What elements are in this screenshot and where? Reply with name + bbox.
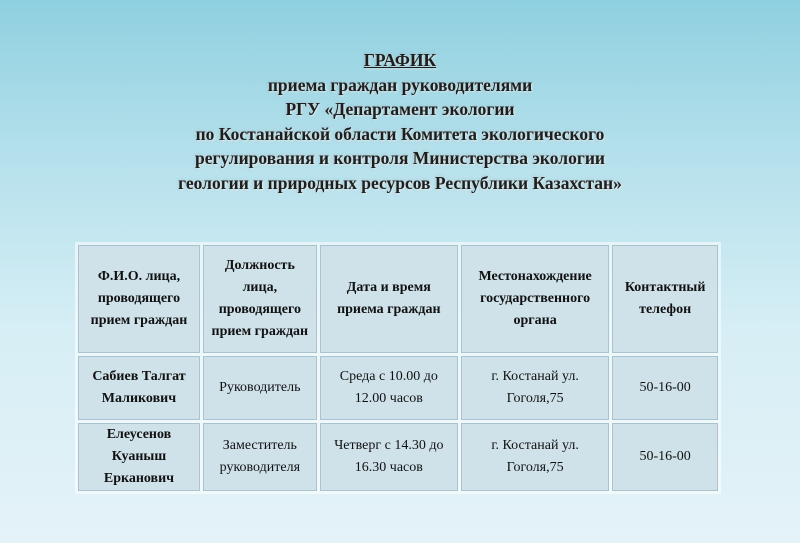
header-date-time: Дата и время приема граждан bbox=[320, 245, 458, 353]
cell-location: г. Костанай ул. Гоголя,75 bbox=[461, 356, 609, 420]
title-line-2: приема граждан руководителями bbox=[267, 74, 533, 95]
cell-position: Заместитель руководителя bbox=[203, 423, 317, 491]
cell-phone: 50-16-00 bbox=[612, 356, 718, 420]
title-heading: ГРАФИК bbox=[363, 50, 437, 70]
title-line-5: регулирования и контроля Министерства экологии bbox=[195, 148, 605, 168]
cell-schedule: Среда с 10.00 до 12.00 часов bbox=[320, 356, 458, 420]
cell-schedule: Четверг с 14.30 до 16.30 часов bbox=[320, 423, 458, 491]
header-full-name: Ф.И.О. лица, проводящего прием граждан bbox=[78, 245, 200, 353]
title-line-4: по Костанайской области Комитета экологического bbox=[195, 123, 605, 144]
cell-name: Сабиев Талгат Маликович bbox=[78, 356, 200, 420]
document-title bbox=[40, 48, 760, 195]
header-phone: Контактный телефон bbox=[612, 245, 718, 353]
reception-schedule-table bbox=[75, 242, 721, 494]
cell-position: Руководитель bbox=[203, 356, 317, 420]
cell-location: г. Костанай ул. Гоголя,75 bbox=[461, 423, 609, 491]
table-row bbox=[78, 356, 718, 420]
title-line-3: РГУ «Департамент экологии bbox=[285, 99, 515, 119]
cell-name: Елеусенов Куаныш Ерканович bbox=[78, 423, 200, 491]
header-location: Местонахождение государственного органа bbox=[461, 245, 609, 353]
table-row bbox=[78, 423, 718, 491]
header-position: Должность лица, проводящего прием граждан bbox=[203, 245, 317, 353]
cell-phone: 50-16-00 bbox=[612, 423, 718, 491]
title-line-6: геологии и природных ресурсов Республики Казахстан» bbox=[178, 172, 622, 193]
table-header-row bbox=[78, 245, 718, 353]
